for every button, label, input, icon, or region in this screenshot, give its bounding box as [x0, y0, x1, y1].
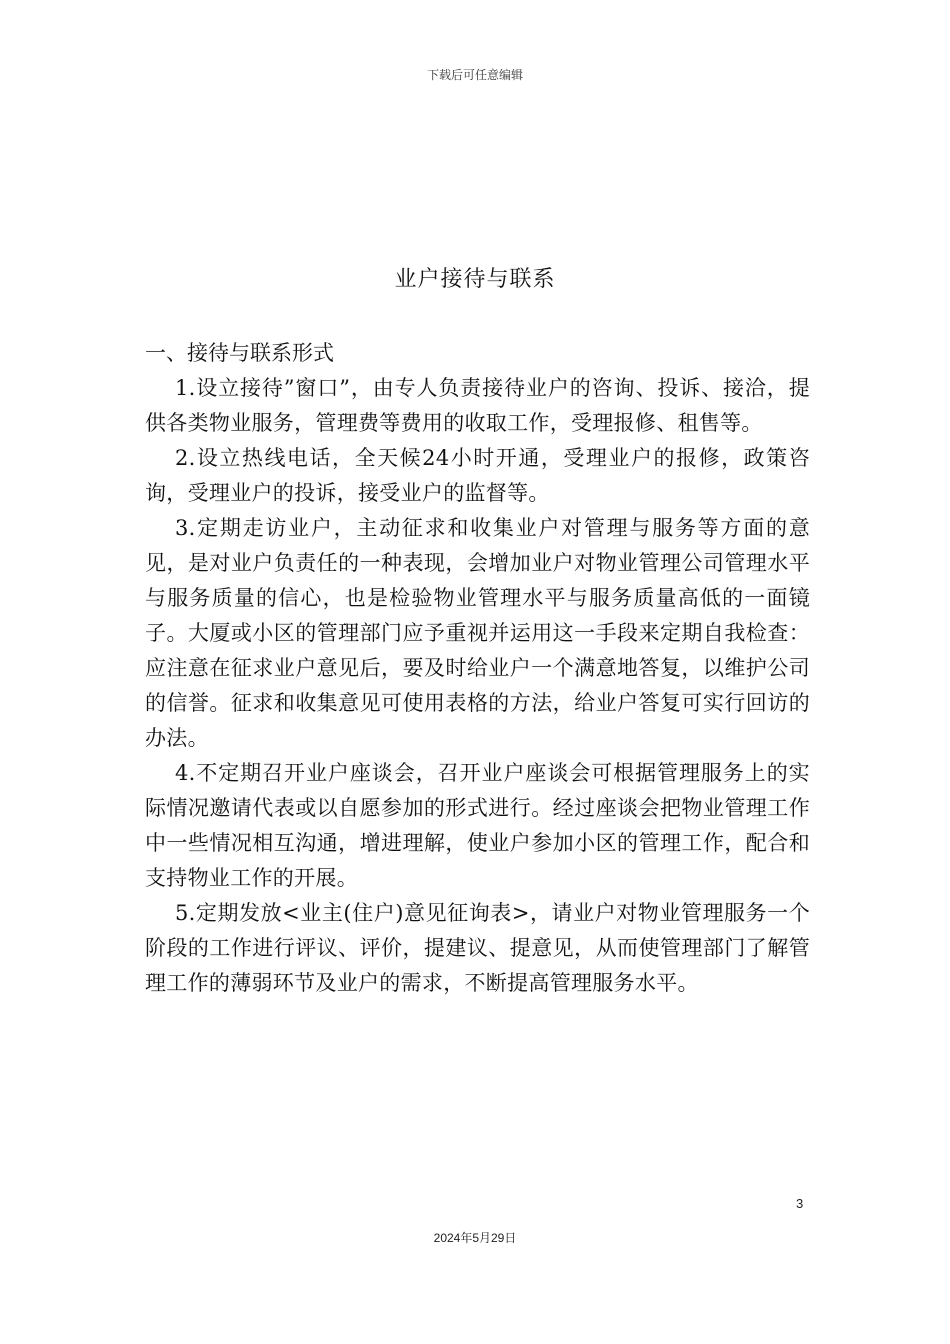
page-number: 3 [796, 1196, 804, 1211]
paragraph-2: 2.设立热线电话，全天候24小时开通，受理业户的报修，政策咨询，受理业户的投诉，接受业户的监督等。 [145, 446, 810, 505]
section-heading: 一、接待与联系形式 [145, 341, 334, 365]
footer-date: 2024年5月29日 [433, 1231, 517, 1245]
paragraph-3: 3.定期走访业户，主动征求和收集业户对管理与服务等方面的意见，是对业户负责任的一种表现，会增加业户对物业管理公司管理水平与服务质量的信心，也是检验物业管理水平与服务质量高低的一面镜子。大厦或小区的管理部门应予重视并运用这一手段来定期自我检查：应注意在征求业户意见后，要及时给业户一个满意地答复，以维护公司的信誉。征求和收集意见可使用表格的方法，给业户答复可实行回访的办法。 [145, 516, 810, 750]
document-body [145, 336, 810, 1001]
header-note: 下载后可任意编辑 [426, 68, 523, 82]
paragraph-5: 5.定期发放<业主(住户)意见征询表>，请业户对物业管理服务一个阶段的工作进行评议、评价，提建议、提意见，从而使管理部门了解管理工作的薄弱环节及业户的需求，不断提高管理服务水平。 [145, 901, 810, 995]
paragraph-4: 4.不定期召开业户座谈会，召开业户座谈会可根据管理服务上的实际情况邀请代表或以自愿参加的形式进行。经过座谈会把物业管理工作中一些情况相互沟通，增进理解，使业户参加小区的管理工作，配合和支持物业工作的开展。 [145, 761, 810, 890]
paragraph-1: 1.设立接待”窗口”，由专人负责接待业户的咨询、投诉、接洽，提供各类物业服务，管理费等费用的收取工作，受理报修、租售等。 [145, 376, 810, 435]
document-title: 业户接待与联系 [394, 267, 556, 292]
